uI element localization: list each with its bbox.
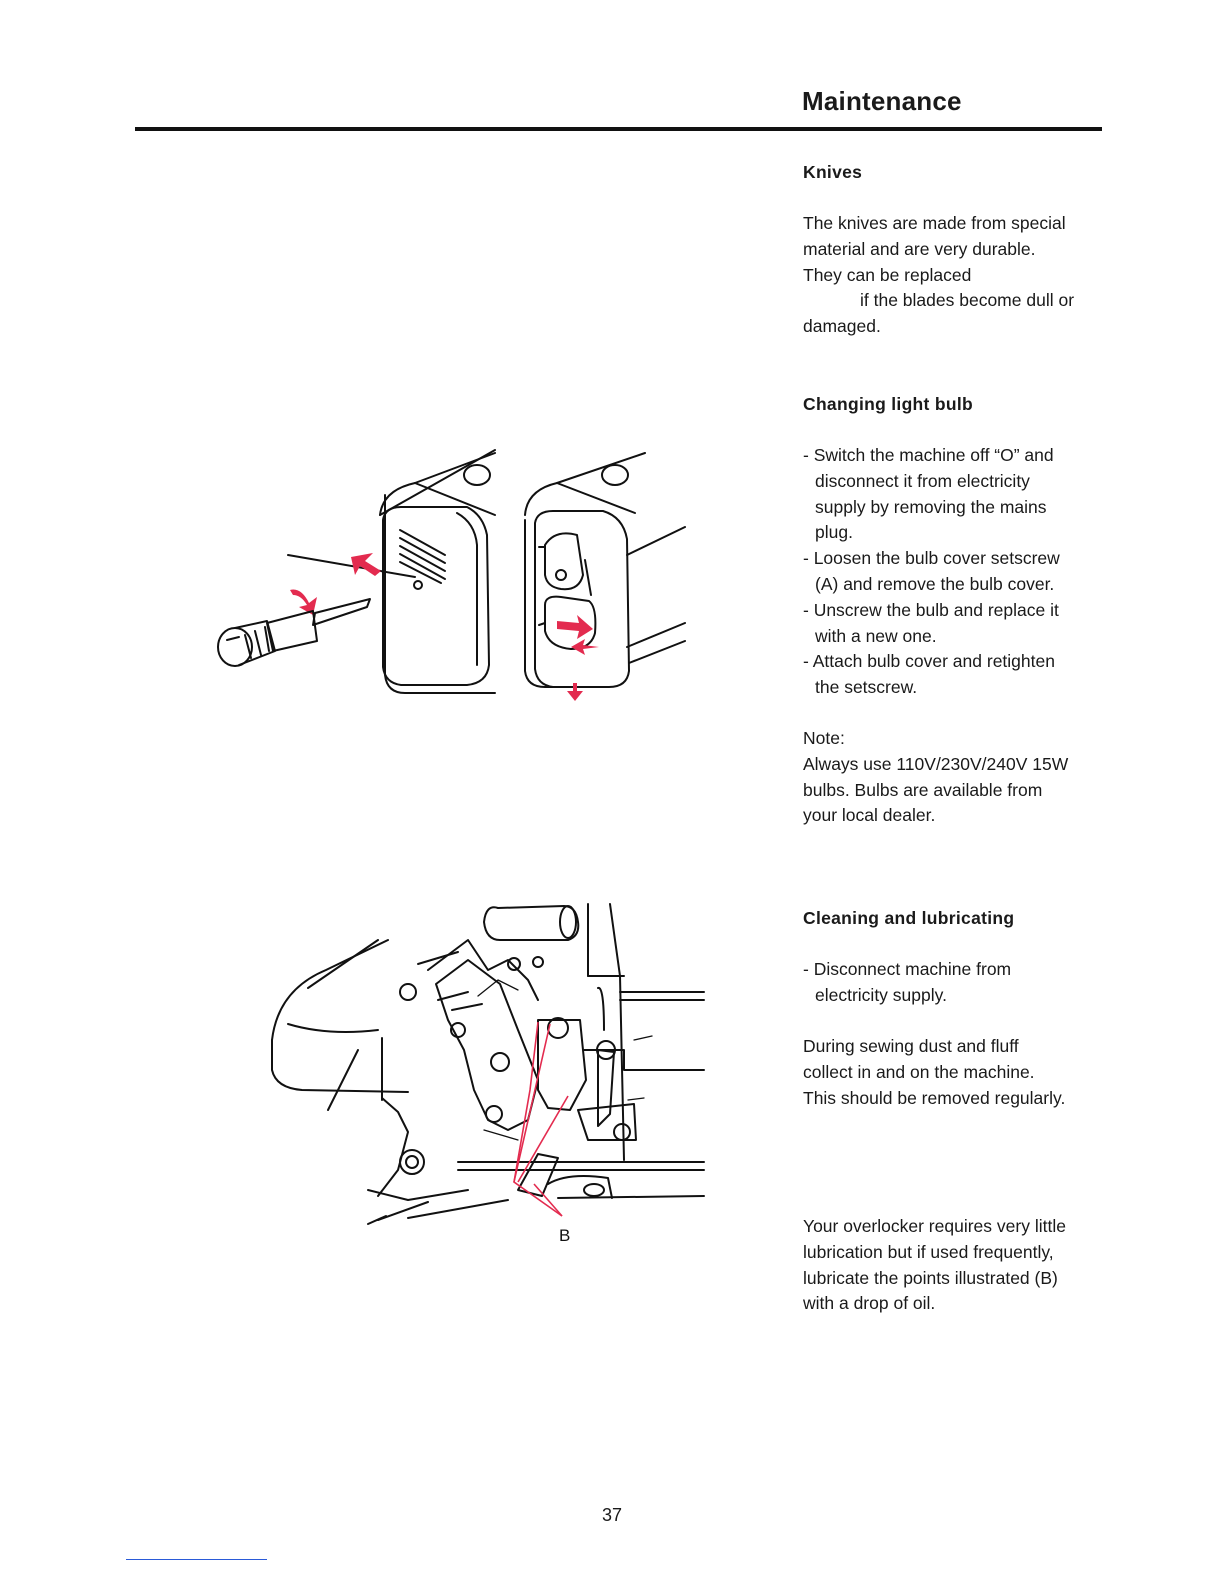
text-line: lubricate the points illustrated (B) (803, 1267, 1058, 1288)
text-line: lubrication but if used frequently, (803, 1241, 1054, 1262)
list-item (803, 443, 1103, 546)
text-line: if the blades become dull or (860, 290, 1075, 311)
oil-point-lines (514, 1022, 568, 1216)
note-label: Note: (803, 728, 845, 748)
text-line: electricity supply. (815, 984, 947, 1005)
bulb-cover-illustration (205, 435, 705, 710)
knives-text (803, 211, 1103, 340)
text-line: The knives are made from special (803, 213, 1066, 233)
lubrication-points-illustration (268, 900, 713, 1250)
text-line: collect in and on the machine. (803, 1061, 1035, 1082)
label-b: B (559, 1226, 571, 1245)
text-line: - Loosen the bulb cover setscrew (803, 548, 1060, 569)
text-line: supply by removing the mains (815, 496, 1047, 517)
text-line: plug. (815, 522, 853, 543)
knives-heading: Knives (803, 162, 863, 182)
text-line: with a drop of oil. (803, 1293, 936, 1314)
text-line: - Unscrew the bulb and replace it (803, 599, 1059, 620)
text-line: During sewing dust and fluff (803, 1036, 1019, 1056)
bulb-steps (803, 443, 1103, 701)
text-line: - Attach bulb cover and retighten (803, 651, 1055, 672)
page-number: 37 (601, 1505, 623, 1525)
text-line: - Switch the machine off “O” and (803, 445, 1054, 465)
list-item (803, 649, 1103, 701)
text-line: your local dealer. (803, 805, 936, 826)
machine-head-right (525, 453, 685, 701)
list-item (803, 598, 1103, 650)
text-line: damaged. (803, 316, 881, 337)
bulb-heading: Changing light bulb (803, 394, 973, 414)
text-line: - Disconnect machine from (803, 959, 1012, 979)
text-line: disconnect it from electricity (815, 470, 1030, 491)
page-title: Maintenance (802, 86, 962, 116)
text-line: They can be replaced (803, 264, 972, 285)
list-item (803, 546, 1103, 598)
text-line: material and are very durable. (803, 238, 1036, 259)
text-line: This should be removed regularly. (803, 1087, 1066, 1108)
cleaning-heading: Cleaning and lubricating (803, 908, 1015, 928)
header-rule (135, 127, 1102, 131)
lube-text (803, 1214, 1103, 1317)
machine-head-left (288, 450, 495, 693)
text-line: with a new one. (815, 625, 937, 646)
footer-link-underline (126, 1559, 267, 1560)
text-line: (A) and remove the bulb cover. (815, 573, 1055, 594)
text-line: the setscrew. (815, 677, 918, 698)
screwdriver (218, 599, 370, 666)
text-line: Your overlocker requires very little (803, 1216, 1066, 1236)
bulb-note (803, 726, 1103, 829)
machine-body (272, 904, 704, 1224)
text-line: Always use 110V/230V/240V 15W (803, 753, 1069, 774)
cleaning-steps (803, 957, 1103, 1009)
text-line: bulbs. Bulbs are available from (803, 779, 1043, 800)
dust-text (803, 1034, 1103, 1111)
